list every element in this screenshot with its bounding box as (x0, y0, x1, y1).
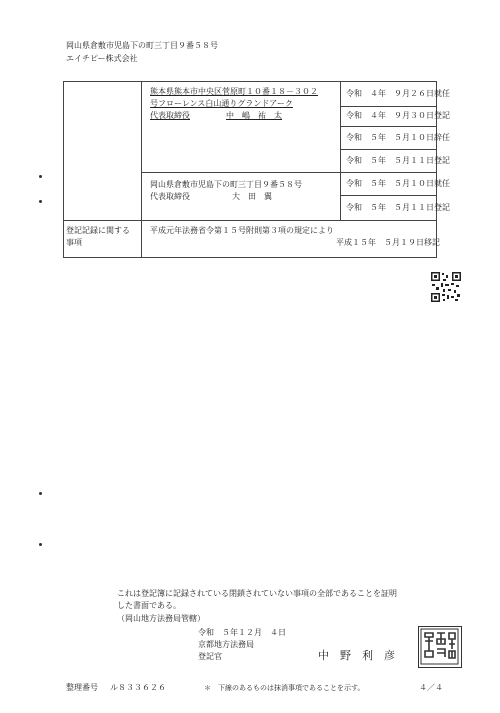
company-address: 岡山県倉敷市児島下の町三丁目９番５８号 (66, 41, 218, 50)
officer-title: 登記官 (198, 652, 222, 661)
margin-mark (39, 175, 42, 178)
serial-number: ル８３３６２６ (110, 683, 166, 692)
footer-note: ＊ 下線のあるものは抹消事項であることを示す。 (204, 684, 365, 692)
event-date: 令和 ５年 ５月１１日登記 (346, 203, 450, 212)
event-date: 令和 ５年 ５月１０日就任 (346, 179, 450, 188)
event-date: 令和 ５年 ５月１０日辞任 (346, 133, 450, 142)
event-date: 令和 ５年 ５月１１日登記 (346, 156, 450, 165)
officer1-name: 中 嶋 祐 太 (226, 111, 282, 120)
officer2-name: 大 田 翼 (232, 192, 272, 201)
issue-date: 令和 ５年１２月 ４日 (198, 628, 286, 637)
officer2-address: 岡山県倉敷市児島下の町三丁目９番５８号 (150, 180, 302, 189)
event-date: 令和 ４年 ９月２６日就任 (346, 89, 450, 98)
page-number: ４／４ (419, 683, 443, 692)
official-seal-icon (418, 626, 462, 668)
jurisdiction: （岡山地方法務局管轄） (117, 614, 205, 623)
certification-line2: した書面である。 (117, 601, 181, 610)
margin-mark (39, 492, 42, 495)
notes-label-line1: 登記記録に関する (66, 226, 130, 235)
officer1-address-line2: 号フローレンス白山通りグランドアーク (150, 99, 293, 108)
notes-text: 平成元年法務省令第１５号附則第３項の規定により (150, 226, 334, 235)
officer-name: 中 野 利 彦 (318, 649, 395, 662)
company-name: エイチピー株式会社 (66, 54, 138, 63)
certification-line1: これは登記簿に記録されている閉鎖されていない事項の全部であることを証明 (117, 589, 397, 598)
officer2-title: 代表取締役 (150, 192, 190, 201)
officer1-address-line1: 熊本県熊本市中央区菅原町１０番１８－３０２ (150, 87, 318, 96)
notes-date: 平成１５年 ５月１９日移記 (336, 238, 440, 247)
notes-label-line2: 事項 (66, 238, 82, 247)
officer1-title: 代表取締役 (150, 111, 190, 120)
qr-code-icon (431, 272, 461, 302)
bureau-name: 京都地方法務局 (198, 640, 254, 649)
margin-mark (39, 200, 42, 203)
margin-mark (39, 543, 42, 546)
event-date: 令和 ４年 ９月３０日登記 (346, 111, 450, 120)
serial-label: 整理番号 (66, 683, 98, 692)
